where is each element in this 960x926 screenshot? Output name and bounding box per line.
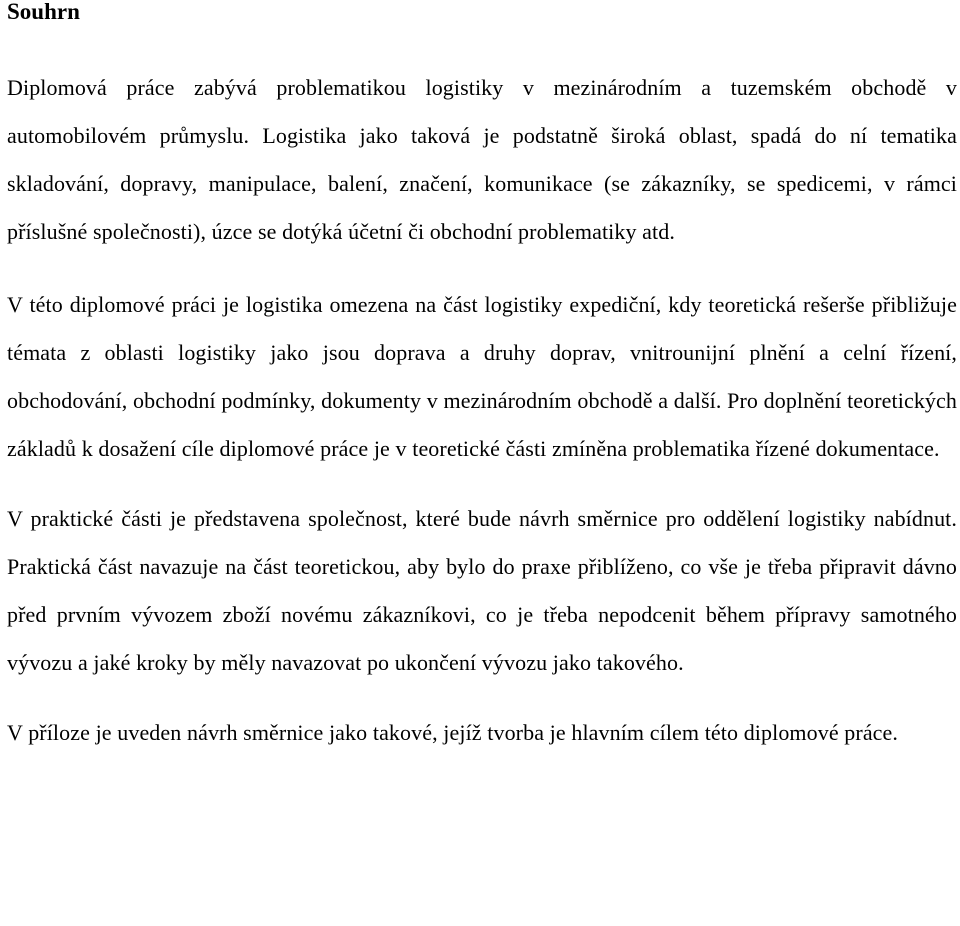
paragraph-1: Diplomová práce zabývá problematikou logistiky v mezinárodním a tuzemském obchodě v automobilovém průmyslu. Logistika jako taková je podstatně široká oblast, spadá do ní tematika skladování, dopravy, manipulace, balení, značení, komunikace (se zákazníky, se spedicemi, v rámci příslušné společnosti), úzce se dotýká účetní či obchodní problematiky atd.	[7, 75, 957, 244]
paragraph-3: V praktické části je představena společnost, které bude návrh směrnice pro oddělení logistiky nabídnut. Praktická část navazuje na část teoretickou, aby bylo do praxe přiblíženo, co vše je třeba připravit dávno před prvním vývozem zboží novému zákazníkovi, co je třeba nepodcenit během přípravy samotného vývozu a jaké kroky by měly navazovat po ukončení vývozu jako takového.	[7, 506, 957, 675]
document-page	[7, 0, 957, 757]
section-heading: Souhrn	[7, 0, 80, 24]
paragraph-4: V příloze je uveden návrh směrnice jako takové, jejíž tvorba je hlavním cílem této diplomové práce.	[7, 720, 899, 745]
paragraph-2: V této diplomové práci je logistika omezena na část logistiky expediční, kdy teoretická rešerše přibližuje témata z oblasti logistiky jako jsou doprava a druhy doprav, vnitrounijní plnění a celní řízení, obchodování, obchodní podmínky, dokumenty v mezinárodním obchodě a další. Pro doplnění teoretických základů k dosažení cíle diplomové práce je v teoretické části zmíněna problematika řízené dokumentace.	[7, 292, 957, 461]
